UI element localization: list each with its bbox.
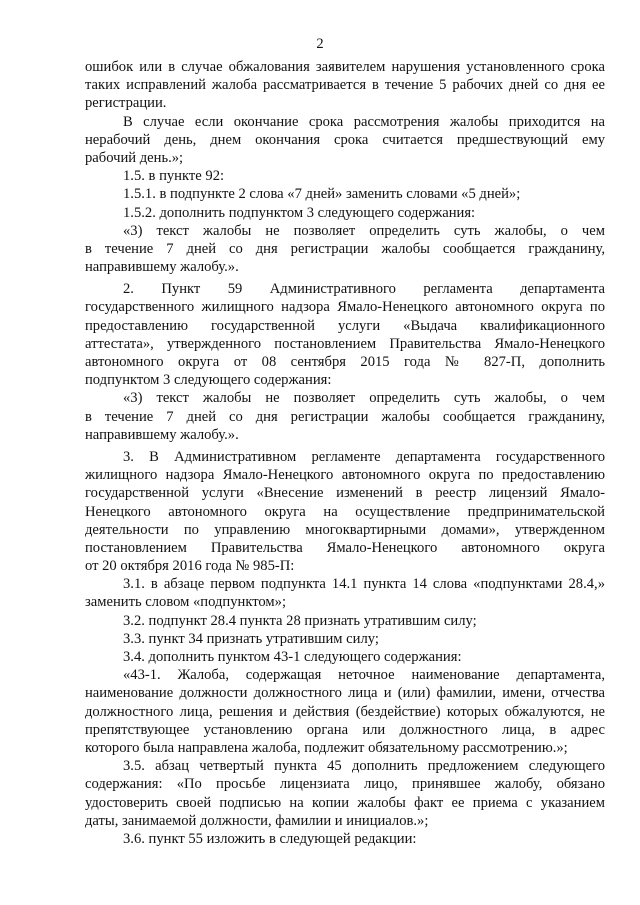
text-line: в течение 7 дней со дня регистрации жалобы сообщается гражданину, xyxy=(85,408,605,425)
page-number: 2 xyxy=(316,36,324,52)
text-line: в течение 7 дней со дня регистрации жалобы сообщается гражданину, xyxy=(85,240,605,257)
text-line: государственной услуги «Внесение изменений в реестр лицензий Ямало- xyxy=(85,485,605,502)
text-line: 1.5.1. в подпункте 2 слова «7 дней» заменить словами «5 дней»; xyxy=(123,186,521,203)
text-line: 3.5. абзац четвертый пункта 45 дополнить предложением следующего xyxy=(123,758,605,775)
text-line: 3. В Административном регламенте департамента государственного xyxy=(123,448,605,465)
text-line: 3.4. дополнить пунктом 43-1 следующего содержания: xyxy=(123,649,462,665)
text-line: ошибок или в случае обжалования заявителем нарушения установленного срока xyxy=(85,59,605,75)
text-line: 3.1. в абзаце первом подпункта 14.1 пункта 14 слова «подпунктами 28.4,» xyxy=(123,576,605,593)
text-line: «3) текст жалобы не позволяет определить суть жалобы, о чем xyxy=(123,222,605,239)
text-line: государственного жилищного надзора Ямало-Ненецкого автономного округа по xyxy=(85,299,605,316)
text-line: аттестата», утвержденного постановлением Правительства Ямало-Ненецкого xyxy=(85,335,605,352)
text-line: В случае если окончание срока рассмотрения жалобы приходится на xyxy=(123,113,605,130)
text-line: нерабочий день, днем окончания срока считается предшествующий ему xyxy=(85,131,605,148)
text-line: направившему жалобу.». xyxy=(85,426,239,443)
text-line: постановлением Правительства Ямало-Ненецкого автономного округа xyxy=(85,539,605,556)
text-line: даты, занимаемой должности, фамилии и инициалов.»; xyxy=(85,812,429,829)
text-line: 3.3. пункт 34 признать утратившим силу; xyxy=(123,630,379,647)
text-line: препятствующее установлению органа или должностного лица, в адрес xyxy=(85,721,605,738)
text-line: автономного округа от 08 сентября 2015 года № 827-П, дополнить xyxy=(85,354,605,370)
text-line: «3) текст жалобы не позволяет определить суть жалобы, о чем xyxy=(123,390,605,407)
text-line: предоставлению государственной услуги «Выдача квалификационного xyxy=(85,317,605,334)
text-line: 1.5.2. дополнить подпунктом 3 следующего содержания: xyxy=(123,204,476,221)
text-line: заменить словом «подпунктом»; xyxy=(85,594,287,611)
text-line: «43-1. Жалоба, содержащая неточное наименование департамента, xyxy=(123,667,605,684)
text-line: которого была направлена жалоба, подлежит обязательному рассмотрению.»; xyxy=(85,739,568,756)
text-line: 2. Пункт 59 Административного регламента департамента xyxy=(123,281,605,298)
text-line: должностного лица, решения и действия (бездействие) которых обжалуются, не xyxy=(85,703,605,720)
document-body xyxy=(85,58,605,848)
text-line: содержания: «По просьбе лицензиата лицо, принявшее жалобу, обязано xyxy=(85,776,605,793)
text-line: 3.6. пункт 55 изложить в следующей редакции: xyxy=(123,830,417,847)
text-line: таких исправлений жалоба рассматривается в течение 5 рабочих дней со дня ее xyxy=(85,77,605,94)
text-line: Ненецкого автономного округа на осуществление предпринимательской xyxy=(85,503,605,520)
text-line: от 20 октября 2016 года № 985-П: xyxy=(85,558,295,575)
text-line: регистрации. xyxy=(85,95,167,112)
text-line: удостоверить своей подписью на копии жалобы факт ее приема с указанием xyxy=(85,794,605,811)
text-line: 3.2. подпункт 28.4 пункта 28 признать утратившим силу; xyxy=(123,612,477,629)
text-line: деятельности по управлению многоквартирными домами», утвержденном xyxy=(85,521,605,538)
text-line: наименование должности должностного лица и (или) фамилии, имени, отчества xyxy=(85,685,605,702)
text-line: направившему жалобу.». xyxy=(85,259,239,276)
text-line: рабочий день.»; xyxy=(85,149,184,166)
text-line: подпунктом 3 следующего содержания: xyxy=(85,372,332,389)
text-line: 1.5. в пункте 92: xyxy=(123,168,225,185)
text-line: жилищного надзора Ямало-Ненецкого автономного округа по предоставлению xyxy=(85,467,605,484)
